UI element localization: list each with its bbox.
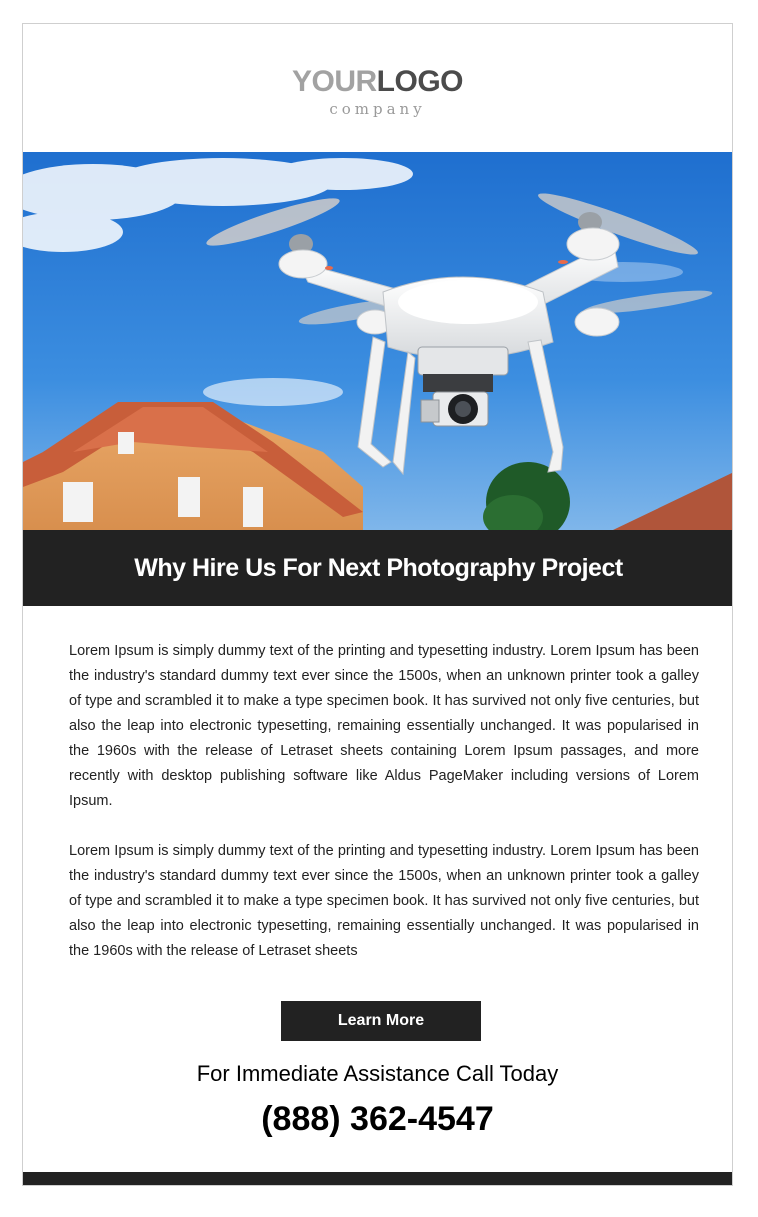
logo-subtitle: company: [329, 100, 426, 118]
logo-part-your: YOUR: [291, 65, 377, 98]
hero-image: [23, 152, 733, 530]
email-card: [22, 23, 733, 1186]
headline-banner: [23, 530, 733, 606]
body-paragraph-2: Lorem Ipsum is simply dummy text of the printing and typesetting industry. Lorem Ipsum has been the industry's standard dummy text ever since the 1500s, when an unknown printer took a galley of type and scrambled it to make a type specimen book. It has survived not only five centuries, but also the leap into electronic typesetting, remaining essentially unchanged. It was popularised in the 1960s with the release of Letraset sheets: [69, 843, 699, 959]
company-logo[interactable]: [23, 66, 732, 118]
footer-bar: [23, 1172, 733, 1186]
learn-more-button[interactable]: Learn More: [281, 1001, 481, 1041]
logo-wordmark: [23, 66, 732, 98]
drone-photo: [23, 152, 733, 530]
headline-title: Why Hire Us For Next Photography Project: [134, 553, 623, 582]
phone-number-link[interactable]: (888) 362-4547: [261, 1100, 494, 1138]
logo-part-logo: LOGO: [376, 65, 464, 98]
body-content: [69, 639, 699, 989]
assistance-text: For Immediate Assistance Call Today: [196, 1061, 559, 1086]
body-paragraph-1: Lorem Ipsum is simply dummy text of the printing and typesetting industry. Lorem Ipsum has been the industry's standard dummy text ever since the 1500s, when an unknown printer took a galley of type and scrambled it to make a type specimen book. It has survived not only five centuries, but also the leap into electronic typesetting, remaining essentially unchanged. It was popularised in the 1960s with the release of Letraset sheets containing Lorem Ipsum passages, and more recently with desktop publishing software like Aldus PageMaker including versions of Lorem Ipsum.: [69, 643, 699, 809]
header: [23, 24, 732, 152]
